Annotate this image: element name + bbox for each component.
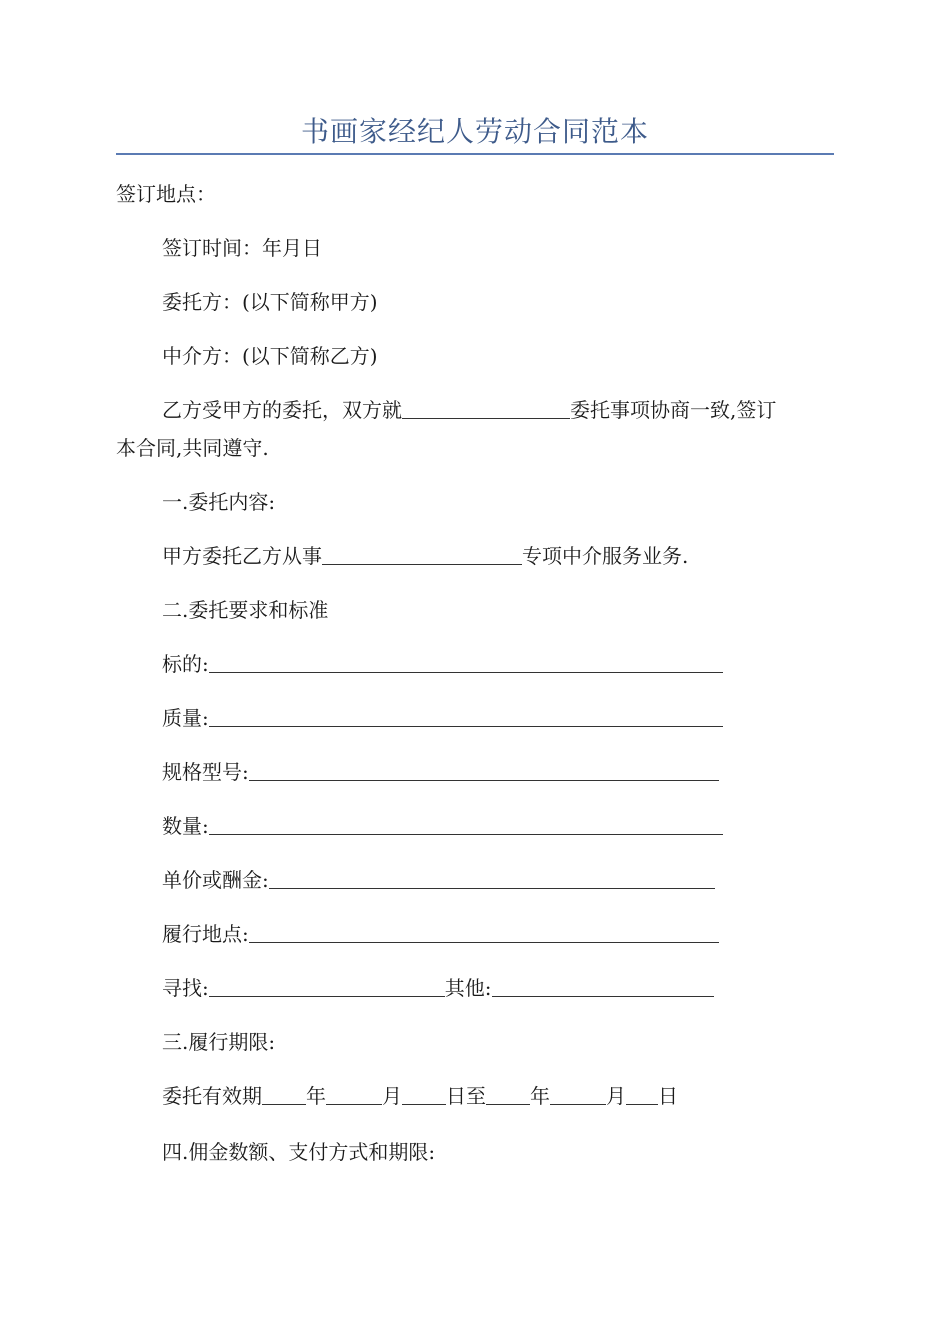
section-2-title: 二.委托要求和标准 (162, 598, 329, 622)
end-year-blank (486, 1082, 530, 1105)
end-day-blank (626, 1082, 658, 1105)
start-month-blank (326, 1082, 382, 1105)
field-subject (162, 646, 723, 682)
start-year-text: 年 (306, 1084, 326, 1108)
intro-text-a: 乙方受甲方的委托，双方就 (162, 398, 402, 422)
field-price-label: 单价或酬金: (162, 868, 269, 892)
day-to-text: 日至 (446, 1084, 486, 1108)
field-other-blank (492, 974, 714, 997)
end-month-text: 月 (606, 1084, 626, 1108)
period-line (162, 1078, 678, 1114)
field-other-label: 其他: (444, 976, 492, 1000)
start-day-blank (402, 1082, 446, 1105)
field-find-label: 寻找: (162, 976, 209, 1000)
field-subject-label: 标的: (162, 652, 209, 676)
intro-blank (402, 396, 570, 419)
section-1-title: 一.委托内容: (162, 490, 276, 514)
period-label: 委托有效期 (162, 1084, 262, 1108)
title-underline (116, 153, 834, 155)
field-quality (162, 700, 723, 736)
intro-line-2: 本合同,共同遵守. (116, 436, 269, 460)
client-line: 委托方：(以下简称甲方) (162, 290, 378, 314)
field-quantity-blank (209, 812, 723, 835)
field-quantity-label: 数量: (162, 814, 209, 838)
intro-line-1 (162, 392, 776, 428)
end-month-blank (550, 1082, 606, 1105)
field-quantity (162, 808, 723, 844)
field-subject-blank (209, 650, 723, 673)
start-month-text: 月 (382, 1084, 402, 1108)
field-place-blank (249, 920, 719, 943)
field-find-other (162, 970, 714, 1006)
field-spec (162, 754, 719, 790)
section-1-text-b: 专项中介服务业务. (522, 544, 689, 568)
field-find-blank (209, 974, 445, 997)
agent-line: 中介方：(以下简称乙方) (162, 344, 378, 368)
section-4-title: 四.佣金数额、支付方式和期限: (162, 1140, 436, 1164)
field-quality-blank (209, 704, 723, 727)
sign-time-line: 签订时间：年月日 (162, 236, 322, 260)
end-year-text: 年 (530, 1084, 550, 1108)
document-title: 书画家经纪人劳动合同范本 (300, 115, 649, 148)
start-year-blank (262, 1082, 306, 1105)
service-blank (322, 542, 522, 565)
field-price-blank (269, 866, 715, 889)
field-quality-label: 质量: (162, 706, 209, 730)
field-place-label: 履行地点: (162, 922, 249, 946)
end-day-text: 日 (658, 1084, 678, 1108)
field-spec-blank (249, 758, 719, 781)
field-spec-label: 规格型号: (162, 760, 249, 784)
section-3-title: 三.履行期限: (162, 1030, 276, 1054)
intro-text-b: 委托事项协商一致,签订 (570, 398, 777, 422)
field-price (162, 862, 715, 898)
sign-place-line: 签订地点： (116, 182, 216, 206)
field-place (162, 916, 719, 952)
section-1-text-a: 甲方委托乙方从事 (162, 544, 322, 568)
section-1-content (162, 538, 688, 574)
